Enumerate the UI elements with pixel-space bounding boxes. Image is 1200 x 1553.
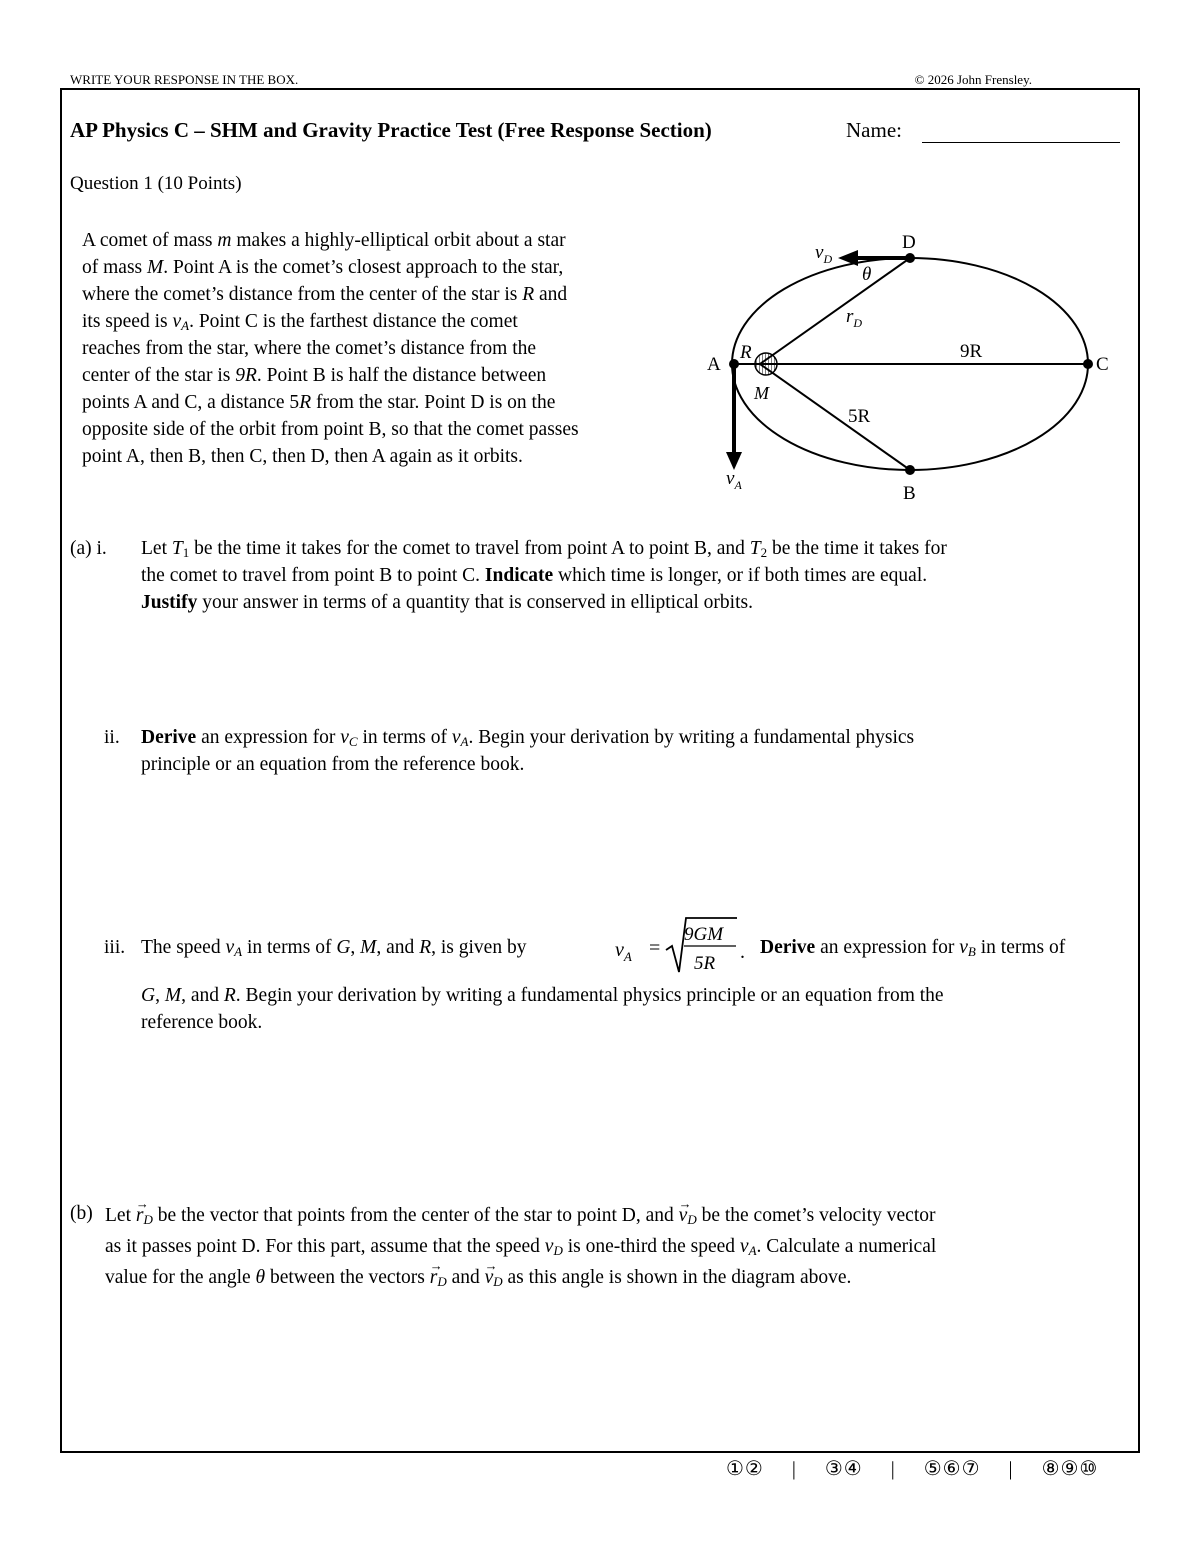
score-separator: | <box>791 1458 797 1480</box>
name-field[interactable] <box>922 142 1120 143</box>
score-group-4[interactable]: ⑧⑨⑩ <box>1041 1458 1099 1480</box>
v-d-arrowhead <box>838 250 858 266</box>
part-a-iii-derive: Derive an expression for $v_B$ in terms of <box>760 937 1066 959</box>
part-b-label: (b) <box>70 1203 93 1224</box>
header-instruction: WRITE YOUR RESPONSE IN THE BOX. <box>70 72 299 87</box>
score-indicators <box>726 1456 1098 1481</box>
score-group-3[interactable]: ⑤⑥⑦ <box>923 1458 981 1480</box>
r-label: R <box>740 342 752 363</box>
r-d-line <box>760 258 910 364</box>
part-a-ii-label: ii. <box>104 727 120 748</box>
nine-r-label: 9R <box>960 341 983 362</box>
v-a-label: $v_A$ <box>726 468 742 492</box>
point-d-dot <box>905 253 915 263</box>
point-a-label: A <box>707 354 721 375</box>
v-d-label: $v_D$ <box>815 242 833 266</box>
score-separator: | <box>1008 1458 1014 1480</box>
point-b-dot <box>905 465 915 475</box>
svg-text:5R: 5R <box>694 953 716 974</box>
score-separator: | <box>890 1458 896 1480</box>
r-d-label: $r_D$ <box>846 306 863 330</box>
part-a-iii-intro: The speed $v_A$ in terms of G, M, and R, is given by <box>141 937 527 959</box>
name-label: Name: <box>846 118 902 142</box>
copyright-notice: © 2026 John Frensley. <box>914 72 1032 87</box>
svg-text:vA: $v_A$ <box>615 939 632 964</box>
star-icon <box>755 353 777 375</box>
point-c-label: C <box>1096 354 1109 375</box>
theta-label: θ <box>862 264 872 285</box>
part-a-iii-label: iii. <box>104 937 126 958</box>
part-a-i-text: Let $T_1$ be the time it takes for the comet to travel from point A to point B, and $T_2$ be the time it takes for the comet to travel from point B to point C. Indicate which time is longer, or if both times are equal. Justify your answer in terms of a quantity that is conserved in elliptical orbits. <box>141 538 947 613</box>
svg-text:=: = <box>649 937 661 959</box>
score-group-1[interactable]: ①② <box>726 1458 764 1480</box>
score-group-2[interactable]: ③④ <box>824 1458 863 1480</box>
svg-text:.: . <box>740 941 745 963</box>
problem-statement: A comet of mass m makes a highly-elliptical orbit about a star of mass M. Point A is the comet’s closest approach to the star, where the comet’s distance from the center of the star is R and its speed is $v_A$. Point C is the farthest distance the comet reaches from the star, where the comet’s distance from the center of the star is 9R. Point B is half the distance between points A and C, a distance 5R from the star. Point D is on the opposite side of the orbit from point B, so that the comet passes point A, then B, then C, then D, then A again as it orbits. <box>82 230 579 467</box>
va-equation <box>612 912 757 980</box>
point-a-dot <box>729 359 739 369</box>
page-title: AP Physics C – SHM and Gravity Practice Test (Free Response Section) <box>70 118 712 142</box>
question-heading: Question 1 (10 Points) <box>70 173 242 194</box>
svg-text:9GM: 9GM <box>684 924 724 945</box>
orbit-diagram <box>690 225 1130 510</box>
part-b-text: Let → $r_D$ be the vector that points from the center of the star to point D, and → $v_D$ be the comet’s velocity vector as it passes point D. For this part, assume that the speed $v_D$ is one-third the speed $v_A$. Calculate a numerical value for the angle θ between the vectors → $r_D$ and → $v_D$ as this angle is shown in the diagram above. <box>105 1200 1135 1293</box>
part-a-ii-text: Derive an expression for $v_C$ in terms of $v_A$. Begin your derivation by writing a fundamental physics principle or an equation from the reference book. <box>141 727 915 775</box>
five-r-line <box>760 364 910 470</box>
star-mass-label: M <box>754 383 769 403</box>
part-a-iii-text: G, M, and R. Begin your derivation by writing a fundamental physics principle or an equation from the reference book. <box>141 985 944 1033</box>
part-a-i-label: (a) i. <box>70 538 107 559</box>
five-r-label: 5R <box>848 406 871 427</box>
point-c-dot <box>1083 359 1093 369</box>
point-b-label: B <box>903 483 916 504</box>
point-d-label: D <box>902 232 916 253</box>
